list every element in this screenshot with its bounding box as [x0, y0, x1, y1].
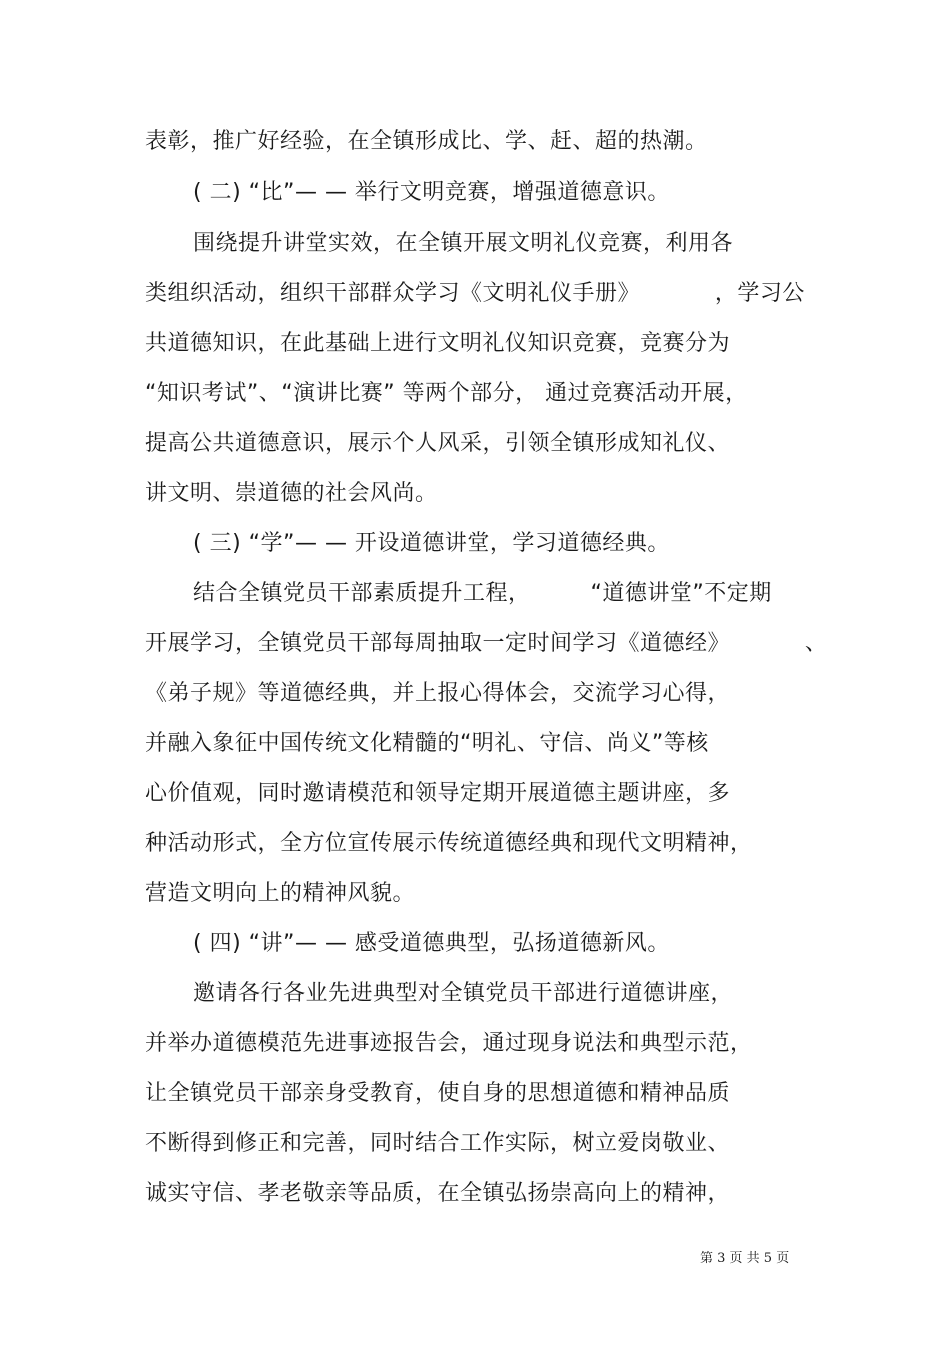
section-heading: ( 三) “学”— — 开设道德讲堂，学习道德经典。 — [193, 531, 670, 556]
section-heading: ( 四) “讲”— — 感受道德典型，弘扬道德新风。 — [193, 931, 670, 956]
paragraph-line: 围绕提升讲堂实效，在全镇开展文明礼仪竞赛，利用各 — [193, 231, 734, 256]
paragraph-line: 并举办道德模范先进事迹报告会，通过现身说法和典型示范， — [145, 1031, 753, 1056]
paragraph-line: 《弟子规》等道德经典，并上报心得体会，交流学习心得， — [145, 681, 731, 706]
page-number: 第 3 页 共 5 页 — [700, 1251, 790, 1266]
paragraph-line: 营造文明向上的精神风貌。 — [145, 881, 416, 906]
paragraph-line: 并融入象征中国传统文化精髓的“明礼、守信、尚义”等核 — [145, 731, 709, 756]
paragraph-line: 开展学习，全镇党员干部每周抽取一定时间学习《道德经》 、 — [145, 631, 828, 656]
paragraph-line: 让全镇党员干部亲身受教育，使自身的思想道德和精神品质 — [145, 1081, 731, 1106]
paragraph-line: 结合全镇党员干部素质提升工程， “道德讲堂”不定期 — [193, 581, 772, 606]
paragraph-line: 种活动形式，全方位宣传展示传统道德经典和现代文明精神， — [145, 831, 753, 856]
paragraph-line: 邀请各行各业先进典型对全镇党员干部进行道德讲座， — [193, 981, 734, 1006]
section-heading: ( 二) “比”— — 举行文明竞赛，增强道德意识。 — [193, 180, 670, 205]
paragraph-line: 讲文明、崇道德的社会风尚。 — [145, 481, 438, 506]
paragraph-line: 表彰，推广好经验，在全镇形成比、学、赶、超的热潮。 — [145, 129, 708, 154]
paragraph-line: 提高公共道德意识，展示个人风采，引领全镇形成知礼仪、 — [145, 431, 731, 456]
paragraph-line: “知识考试”、“演讲比赛” 等两个部分， 通过竞赛活动开展， — [145, 381, 748, 406]
paragraph-line: 诚实守信、孝老敬亲等品质，在全镇弘扬崇高向上的精神， — [145, 1181, 731, 1206]
paragraph-line: 共道德知识，在此基础上进行文明礼仪知识竞赛，竞赛分为 — [145, 331, 731, 356]
paragraph-line: 类组织活动，组织干部群众学习《文明礼仪手册》 ，学习公 — [145, 281, 805, 306]
paragraph-line: 心价值观，同时邀请模范和领导定期开展道德主题讲座，多 — [145, 781, 731, 806]
paragraph-line: 不断得到修正和完善，同时结合工作实际，树立爱岗敬业、 — [145, 1131, 731, 1156]
